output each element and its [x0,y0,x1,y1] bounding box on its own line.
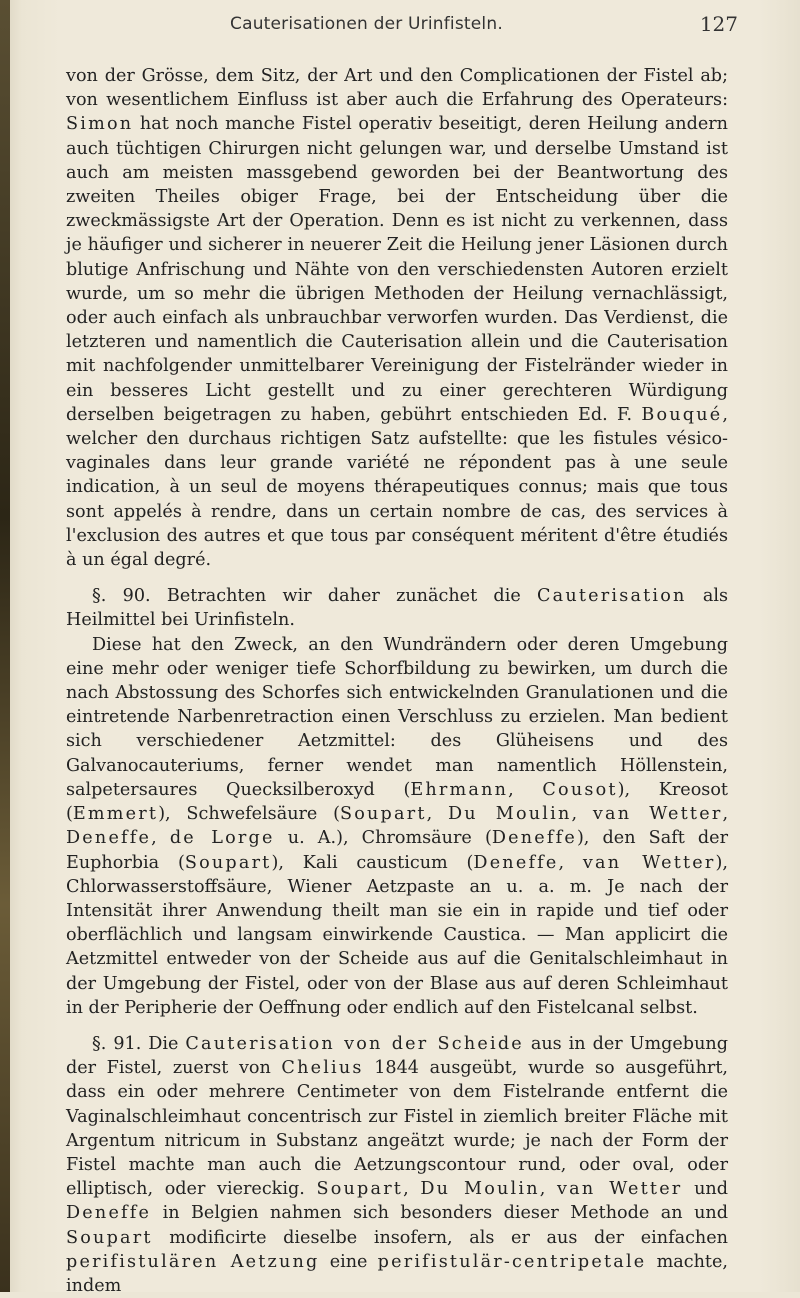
text-run: 1844 ausgeübt, wurde so ausgeführt, dass ein oder mehrere Centimeter von dem Fistelrande entfernt die Vaginalschleimhaut concentrisch zur Fistel in ziemlich breiter Fläche mit Argentum nitricum in Substanz angeätzt wurde; je nach der Form der Fistel machte man auch die Aetzungscontour rund, oder oval, oder elliptisch, oder viereckig. [66,1058,729,1200]
spaced-name: perifistulär-centripetale [377,1251,647,1272]
text-run: modificirte dieselbe insofern, als er aus der einfachen [152,1227,728,1248]
spaced-name: van Wetter [556,1179,683,1200]
text-run: Diese hat den Zweck, an den Wundrändern oder deren Umgebung eine mehr oder weniger tiefe Schorfbildung zu bewirken, um durch die nach Abstossung des Schorfes sich entwickelnden Granulationen und die eintretende Narbenretraction einen Verschluss zu erzielen. Man bedient sich verschiedener Aetzmittel: des Glüheisens und des Galvanocauteriums, ferner wendet man namentlich Höllenstein, salpetersaures Quecksilberoxyd ( [66,634,728,800]
spaced-name: Soupart [316,1179,404,1200]
text-run: ), Chlorwasserstoffsäure, Wiener Aetzpaste an u. a. m. Je nach der Intensität ihrer Anwendung theilt man sie ein in rapide und tief oder oberflächlich und langsam einwirkende Caustica. — Man applicirt die Aetzmittel entweder von der Scheide aus auf die Genitalschleimhaut in der Umgebung der Fistel, oder von der Blase aus auf deren Schleimhaut in der Peripherie der Oeffnung oder endlich auf den Fistelcanal selbst. [66,852,728,1018]
page-number: 127 [699,12,738,36]
body-text [66,64,728,1298]
spaced-name: Cauterisation [537,586,687,607]
text-run: , [558,852,583,873]
spaced-name: Cousot [542,779,618,800]
text-run: , [508,779,543,800]
text-run: ), den Saft der Euphorbia ( [66,828,729,873]
spaced-name: Simon [66,114,134,135]
spaced-name: Deneffe [66,1203,152,1224]
spaced-name: Cauterisation von der Scheide [185,1033,524,1054]
text-run: in Belgien nahmen sich besonders dieser Methode an und [151,1203,728,1224]
spaced-name: Soupart [339,804,427,825]
text-run: aus in der Umgebung der Fistel, zuerst von [66,1033,728,1079]
paragraph [66,64,728,572]
spaced-name: Bouqué [641,404,723,425]
spaced-name: perifistulären Aetzung [66,1251,320,1272]
spaced-name: Soupart [184,852,272,873]
spaced-name: Chelius [281,1058,364,1079]
text-run: , welcher den durchaus richtigen Satz aufstellte: que les fistules vésico-vaginales dans leur grande variété ne répondent pas à une seule indication, à un seul de moyens thérapeutiques connus; mais que tous sont appelés à rendre, dans un certain nombre de cas, des services à l'exclusion des autres et que tous par conséquent méritent d'être étudiés à un égal degré. [66,404,728,571]
spaced-name: Emmert [72,804,159,825]
text-run: , [722,804,729,825]
text-run: u. A.), Chromsäure ( [274,828,492,849]
text-run: , [539,1179,557,1200]
text-run: und [682,1179,728,1200]
spaced-name: Ehrmann [410,779,509,800]
text-run: von der Grösse, dem Sitz, der Art und den Complicationen der Fistel ab; von wesentlichem Einfluss ist aber auch die Erfahrung des Operateurs: [66,66,728,111]
text-run: , [426,804,448,825]
paragraph [66,633,728,1020]
text-run: eine [319,1251,378,1272]
section-paragraph [66,584,728,632]
spaced-name: Deneffe [473,852,559,873]
text-run: , [571,804,593,825]
text-run: , [151,828,170,849]
spaced-name: Soupart [66,1227,153,1248]
text-run: hat noch manche Fistel operativ beseitigt, deren Heilung andern auch tüchtigen Chirurgen nicht gelungen war, und derselbe Umstand ist auch am meisten massgebend geworden bei der Beantwortung des zweiten Theiles obiger Frage, bei der Entscheidung über die zweckmässigste Art der Operation. Denn es ist nicht zu verkennen, dass je häufiger und sicherer in neuerer Zeit die Heilung jener Läsionen durch blutige Anfrischung und Nähte von den verschiedensten Autoren erzielt wurde, um so mehr die übrigen Methoden der Heilung vernachlässigt, oder auch einfach als unbrauchbar verworfen wurden. Das Verdienst, die letzteren und namentlich die Cauterisation allein und die Cauterisation mit nachfolgender unmittelbarer Vereinigung der Fistelränder wieder in ein besseres Licht gestellt und zu einer gerechteren Würdigung derselben beigetragen zu haben, gebührt entschieden Ed. F. [66,114,728,425]
spaced-name: van Wetter [592,804,723,825]
text-run: ), Kali causticum ( [271,852,474,873]
spaced-name: Du Moulin [447,804,572,825]
text-run: als Heilmittel bei Urinfisteln. [66,586,728,631]
text-run: §. 90. Betrachten wir daher zunächet die [92,586,538,607]
spaced-name: Deneffe [66,828,152,849]
spaced-name: van Wetter [582,852,716,873]
section-paragraph [66,1032,728,1298]
text-run: ), Kreosot ( [66,779,728,825]
text-run: §. 91. Die [92,1033,186,1054]
text-run: , [403,1179,421,1200]
text-run: machte, indem [66,1251,728,1296]
running-title: Cauterisationen der Urinfisteln. [230,14,503,34]
spaced-name: Deneffe [491,828,577,849]
page-header [80,12,738,44]
spaced-name: Du Moulin [420,1179,540,1200]
text-run: ), Schwefelsäure ( [158,804,340,825]
page-binding-edge [0,0,10,1292]
spaced-name: de Lorge [169,828,275,849]
